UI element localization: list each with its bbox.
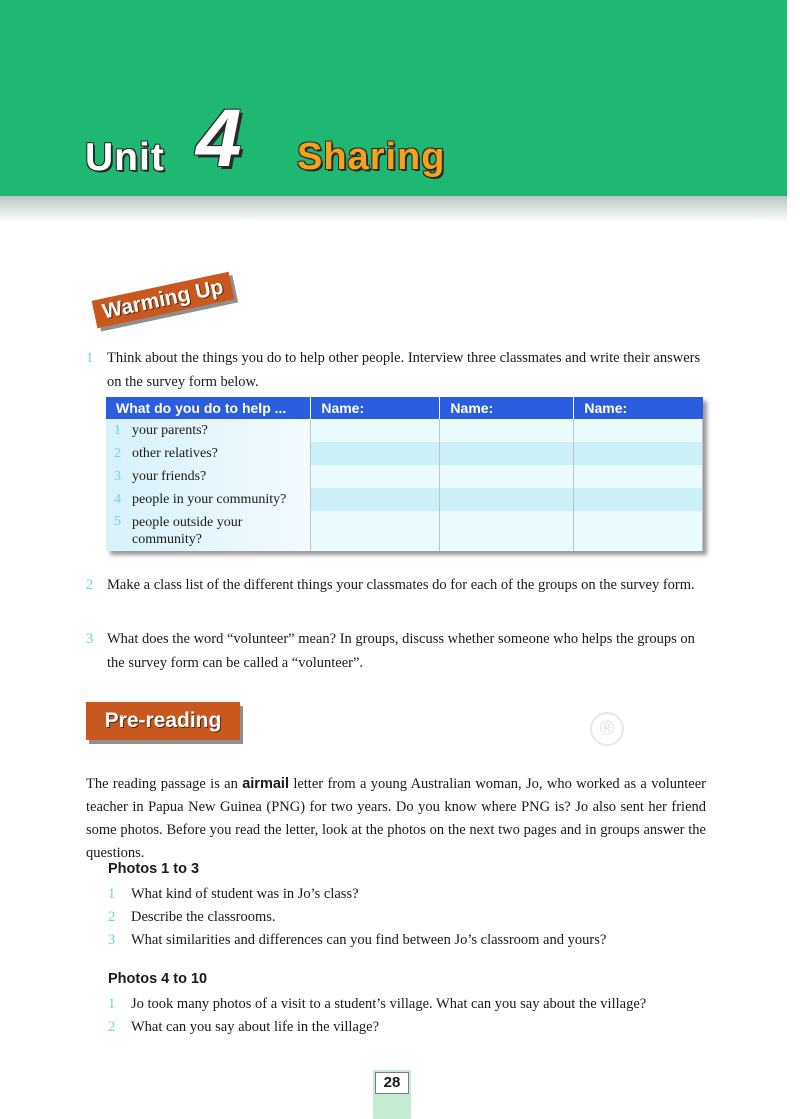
row-number: 3: [114, 468, 121, 484]
item-number: 1: [86, 350, 94, 366]
survey-row: [106, 442, 703, 465]
pre-reading-intro: [86, 773, 706, 865]
photos-heading: Photos 4 to 10: [108, 971, 208, 987]
item-text: Describe the classrooms.: [131, 909, 276, 925]
survey-header-name: Name:: [311, 397, 440, 419]
row-number: 2: [114, 445, 121, 461]
row-text: people in your community?: [132, 491, 287, 507]
item-number: 3: [86, 631, 94, 647]
row-text: people outside your community?: [132, 515, 243, 547]
row-number: 4: [114, 491, 121, 507]
survey-answer-cell[interactable]: [440, 488, 574, 511]
survey-header-name: Name:: [440, 397, 574, 419]
survey-answer-cell[interactable]: [311, 465, 440, 488]
page-number-box: [373, 1070, 411, 1119]
item-number: 1: [108, 886, 116, 902]
item-text: Make a class list of the different things your classmates do for each of the groups on the survey form.: [107, 577, 695, 593]
page-number: 28: [375, 1072, 409, 1094]
survey-answer-cell[interactable]: [311, 488, 440, 511]
survey-row: [106, 419, 703, 442]
survey-answer-cell[interactable]: [440, 442, 574, 465]
row-number: 5: [114, 514, 121, 529]
survey-answer-cell[interactable]: [574, 442, 703, 465]
survey-question: [106, 442, 311, 465]
item-number: 2: [108, 909, 116, 925]
row-text: your friends?: [132, 468, 207, 484]
survey-answer-cell[interactable]: [311, 511, 440, 551]
unit-title: Sharing: [297, 136, 446, 178]
unit-number: 4: [196, 93, 242, 184]
item-text: What does the word “volunteer” mean? In groups, discuss whether someone who helps the groups on the survey form can be called a “volunteer”.: [107, 631, 695, 671]
row-number: 1: [114, 422, 121, 438]
pre-reading-tag: Pre-reading: [86, 702, 240, 740]
survey-answer-cell[interactable]: [574, 419, 703, 442]
item-text: Think about the things you do to help other people. Interview three classmates and write their answers on the survey form below.: [107, 350, 701, 390]
survey-row: [106, 465, 703, 488]
survey-row: [106, 511, 703, 551]
item-number: 3: [108, 932, 116, 948]
survey-form: [106, 397, 703, 551]
survey-answer-cell[interactable]: [440, 511, 574, 551]
warming-up-tag: Warming Up: [92, 272, 235, 328]
survey-answer-cell[interactable]: [311, 442, 440, 465]
survey-answer-cell[interactable]: [311, 419, 440, 442]
item-text: Jo took many photos of a visit to a student’s village. What can you say about the village?: [131, 996, 647, 1012]
survey-header-row: [106, 397, 703, 419]
survey-answer-cell[interactable]: [440, 419, 574, 442]
item-text: What kind of student was in Jo’s class?: [131, 886, 359, 902]
photos-heading: Photos 1 to 3: [108, 861, 200, 877]
item-text: What similarities and differences can you find between Jo’s classroom and yours?: [131, 932, 607, 948]
survey-question: [106, 488, 311, 511]
unit-word: Unit: [85, 136, 165, 179]
survey-question: [106, 465, 311, 488]
survey-question: [106, 419, 311, 442]
header-shadow: [0, 196, 787, 222]
intro-text: The reading passage is an: [86, 776, 243, 792]
row-text: your parents?: [132, 422, 208, 438]
survey-header-question: What do you do to help ...: [106, 397, 311, 419]
survey-answer-cell[interactable]: [574, 465, 703, 488]
survey-answer-cell[interactable]: [440, 465, 574, 488]
survey-header-name: Name:: [574, 397, 703, 419]
registered-watermark: ®: [590, 712, 624, 746]
survey-answer-cell[interactable]: [574, 511, 703, 551]
survey-answer-cell[interactable]: [574, 488, 703, 511]
item-number: 1: [108, 996, 116, 1012]
row-text: other relatives?: [132, 445, 218, 461]
item-number: 2: [86, 577, 94, 593]
item-number: 2: [108, 1019, 116, 1035]
survey-question: [106, 511, 311, 551]
intro-bold-word: airmail: [242, 776, 289, 792]
survey-row: [106, 488, 703, 511]
item-text: What can you say about life in the village?: [131, 1019, 380, 1035]
intro-text: letter from a young Australian woman, Jo, who worked as a volunteer teacher in Papua New Guinea (PNG) for two years. Do you know where PNG is? Jo also sent her friend some photos. Before you read the letter, look at the photos on the next two pages and in groups answer the questions.: [86, 776, 706, 861]
